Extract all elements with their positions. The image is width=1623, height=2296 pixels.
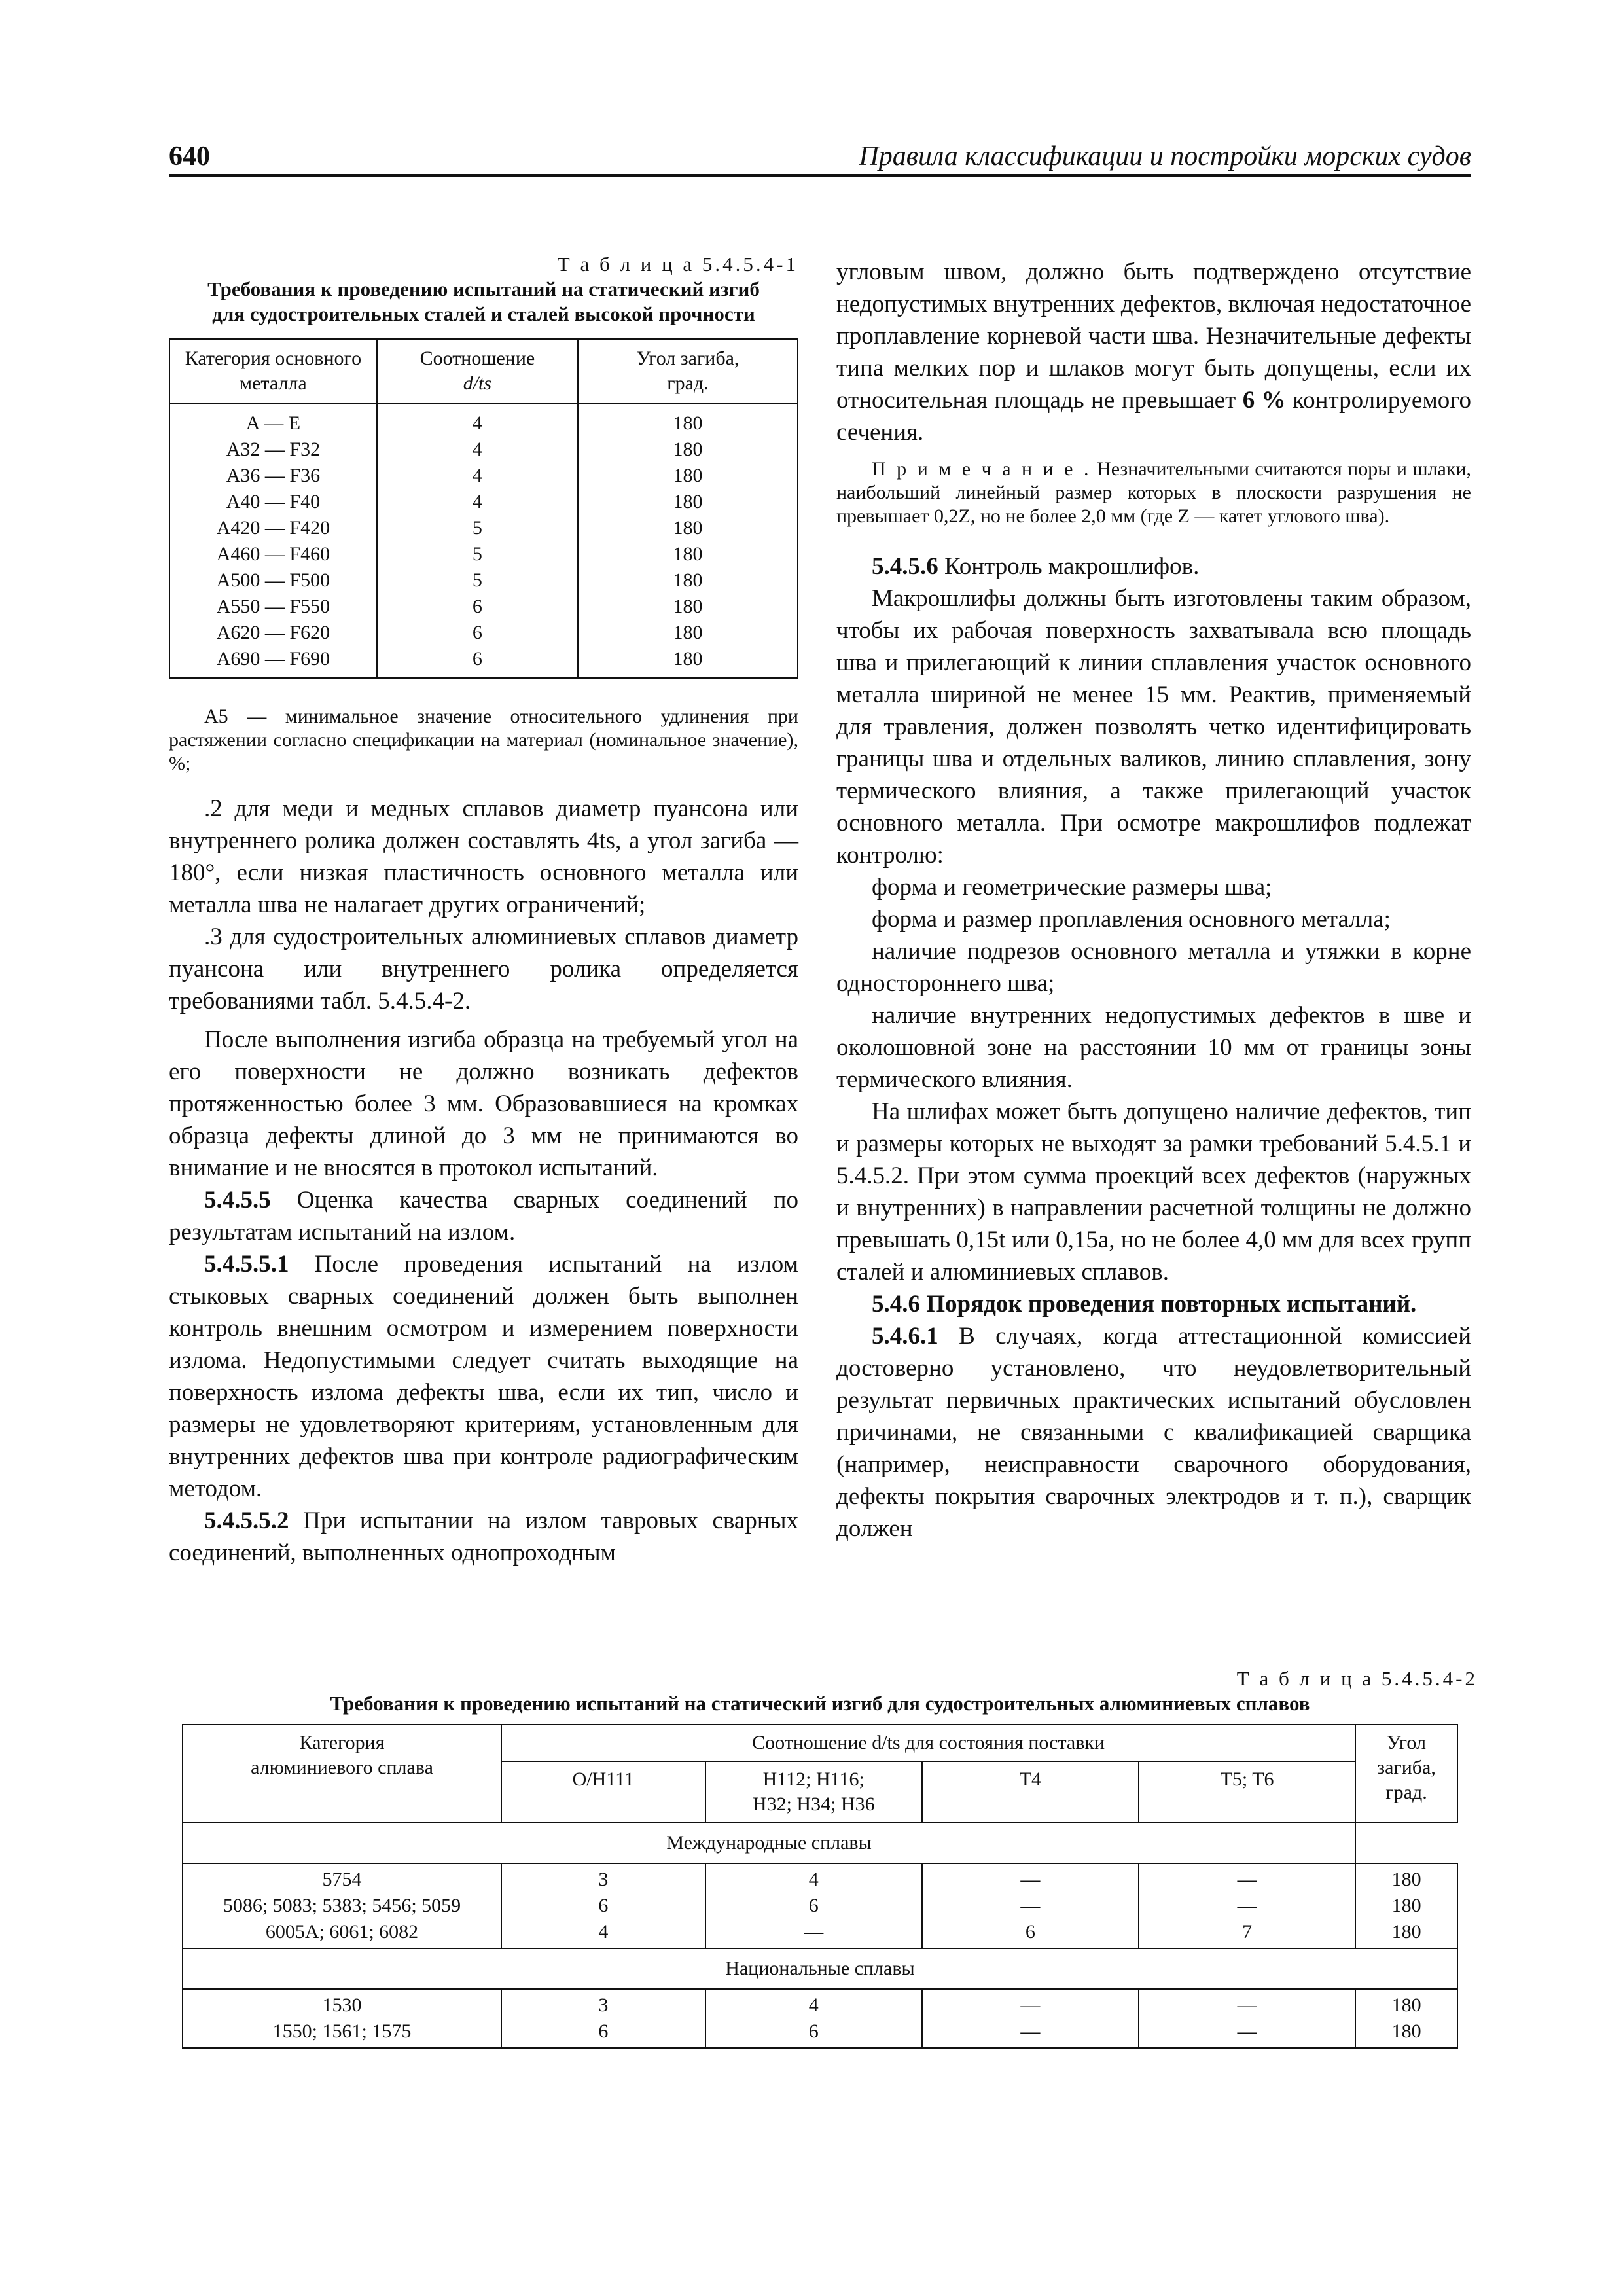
table-cell: 180 <box>673 517 703 539</box>
table2-block <box>182 1666 1478 2049</box>
table-cell: 5 <box>472 569 482 591</box>
table2-section-row <box>183 1823 1457 1863</box>
table1-body <box>169 403 798 678</box>
table-cell: 5086; 5083; 5383; 5456; 5059 <box>223 1895 461 1916</box>
table-cell: 180 <box>673 412 703 434</box>
table-cell: 6 <box>472 596 482 617</box>
paragraph: Макрошлифы должны быть изготовлены таким образом, чтобы их рабочая поверхность захватывала всю площадь шва и прилегающий к линии сплавления участок основного металла шириной не менее 15 мм. Реактив, применяемый для травления, должен позволять четко идентифицировать границы шва и отдельных валиков, линию сплавления, зону термического влияния, а также прилегающий участок основного металла. При осмотре макрошлифов подлежат контролю: <box>836 585 1471 869</box>
section-heading: 5.4.6 Порядок проведения повторных испытаний. <box>872 1291 1417 1318</box>
table-cell: 6005A; 6061; 6082 <box>265 1921 419 1943</box>
table-cell: 5 <box>472 543 482 565</box>
paragraph: После выполнения изгиба образца на требуемый угол на его поверхности не должно возникать дефектов протяженностью более 3 мм. Образовавшиеся на кромках образца дефекты длиной до 3 мм не принимаются во внимание и не вносятся в протокол испытаний. <box>169 1026 798 1181</box>
table-cell: A420 — F420 <box>216 517 330 539</box>
list-item: наличие внутренних недопустимых дефектов в шве и околошовной зоне на расстоянии 10 мм от границы зоны термического влияния. <box>836 1002 1471 1093</box>
table-cell: 7 <box>1242 1921 1253 1943</box>
table-cell: 180 <box>673 648 703 670</box>
table-cell: 3 <box>598 1869 609 1890</box>
table2-header-category: Категория алюминиевого сплава <box>183 1725 501 1823</box>
table-cell: 180 <box>673 491 703 512</box>
table2-header-h: H112; H116; H32; H34; H36 <box>705 1761 922 1823</box>
table-cell: 180 <box>1391 1921 1421 1943</box>
table1-footnote: A5 — минимальное значение относительного удлинения при растяжении согласно спецификации на материал (номинальное значение), %; <box>169 706 798 774</box>
table1-caption-line1: Требования к проведению испытаний на статический изгиб <box>207 278 760 300</box>
table-cell: — <box>1020 2020 1041 2042</box>
table2-header-oh111: O/H111 <box>501 1761 705 1823</box>
table-cell: 6 <box>808 2020 819 2042</box>
paragraph: .3 для судостроительных алюминиевых сплавов диаметр пуансона или внутреннего ролика определяется требованиями табл. 5.4.5.4-2. <box>169 924 798 1014</box>
table-cell: 6 <box>1025 1921 1035 1943</box>
table2-caption: Требования к проведению испытаний на статический изгиб для судостроительных алюминиевых сплавов <box>330 1692 1310 1715</box>
table-cell: — <box>1020 1994 1041 2016</box>
table-cell: 180 <box>1391 2020 1421 2042</box>
table2-body-international <box>183 1863 1457 1948</box>
table-cell: 1550; 1561; 1575 <box>272 2020 412 2042</box>
table-cell: 1530 <box>322 1994 362 2016</box>
table1-ratio-column <box>377 403 578 678</box>
table-cell: — <box>1237 1994 1257 2016</box>
list-item: наличие подрезов основного металла и утяжки в корне одностороннего шва; <box>836 938 1471 997</box>
table-cell: A690 — F690 <box>216 648 330 670</box>
table-cell: 180 <box>673 596 703 617</box>
table-cell: — <box>1237 2020 1257 2042</box>
table-cell: 6 <box>472 622 482 643</box>
table-cell: — <box>1020 1895 1041 1916</box>
clause-number: 5.4.5.5.2 <box>204 1507 289 1534</box>
table-cell: 4 <box>472 491 482 512</box>
table-cell: 4 <box>808 1869 819 1890</box>
table-cell: 4 <box>808 1994 819 2016</box>
table1-caption-line2: для судостроительных сталей и сталей высокой прочности <box>212 302 755 325</box>
table-cell: A620 — F620 <box>216 622 330 643</box>
left-column <box>169 252 798 1569</box>
table-cell: 180 <box>673 439 703 460</box>
table-cell: 4 <box>472 412 482 434</box>
right-column <box>836 252 1471 1545</box>
paragraph: .2 для меди и медных сплавов диаметр пуансона или внутреннего ролика должен составлять 4ts, а угол загиба — 180°, если низкая пластичность основного металла или металла шва не налагает других ограничений; <box>169 795 798 918</box>
paragraph: На шлифах может быть допущено наличие дефектов, тип и размеры которых не выходят за рамки требований 5.4.5.1 и 5.4.5.2. При этом сумма проекций всех дефектов (наружных и внутренних) в направлении расчетной толщины не должно превышать 0,15t или 0,15a, но не более 4,0 мм для всех групп сталей и алюминиевых сплавов. <box>836 1098 1471 1285</box>
table-cell: 180 <box>1391 1895 1421 1916</box>
table1-angle-column <box>578 403 798 678</box>
table-cell: — <box>804 1921 824 1943</box>
table-cell: 4 <box>472 439 482 460</box>
table2-number: Т а б л и ц а 5.4.5.4-2 <box>1236 1667 1478 1690</box>
table2-header-ratio-group: Соотношение d/ts для состояния поставки <box>501 1725 1355 1761</box>
table-cell: 3 <box>598 1994 609 2016</box>
page-number: 640 <box>169 141 210 171</box>
table-cell: 180 <box>673 569 703 591</box>
table-cell: 180 <box>673 465 703 486</box>
table-cell: A500 — F500 <box>216 569 330 591</box>
table2 <box>182 1724 1458 2049</box>
table-cell: 4 <box>598 1921 609 1943</box>
table-cell: — <box>1237 1869 1257 1890</box>
paragraph: 5.4.6.1 В случаях, когда аттестационной комиссией достоверно установлено, что неудовлетворительный результат первичных практических испытаний обусловлен причинами, не связанными с квалификацией сварщика (например, неисправности сварочного оборудования, дефекты покрытия сварочных электродов и т. п.), сварщик должен <box>836 1323 1472 1542</box>
table-cell: A — E <box>245 412 301 434</box>
clause-number: 5.4.6.1 <box>872 1323 938 1350</box>
paragraph: 5.4.5.5 Оценка качества сварных соединений по результатам испытаний на излом. <box>169 1187 798 1246</box>
table1-header-ratio: Соотношение d/ts <box>377 339 578 403</box>
paragraph: 5.4.5.5.1 После проведения испытаний на излом стыковых сварных соединений должен быть выполнен контроль внешним осмотром и измерением поверхности излома. Недопустимыми следует считать выходящие на поверхность излома дефекты шва, если их тип, число и размеры не удовлетворяют критериям, установленным для внутренних дефектов шва при контроле радиографическим методом. <box>169 1251 798 1502</box>
table2-section-national: Национальные сплавы <box>183 1948 1457 1989</box>
table2-header-angle: Угол загиба, град. <box>1355 1725 1457 1823</box>
clause-number: 5.4.5.5 <box>204 1187 271 1213</box>
table-cell: — <box>1237 1895 1257 1916</box>
table-cell: — <box>1020 1869 1041 1890</box>
clause-number: 5.4.5.6 <box>872 553 938 580</box>
table2-header-t5t6: T5; T6 <box>1139 1761 1355 1823</box>
paragraph: 5.4.5.6 Контроль макрошлифов. <box>872 553 1200 580</box>
table-cell: A36 — F36 <box>226 465 321 486</box>
table-cell: 6 <box>808 1895 819 1916</box>
table2-section-row <box>183 1948 1457 1989</box>
table-cell: 4 <box>472 465 482 486</box>
header-rule <box>169 174 1471 177</box>
table2-body-national <box>183 1989 1457 2048</box>
table-cell: 180 <box>673 622 703 643</box>
paragraph: 5.4.5.5.2 При испытании на излом тавровых сварных соединений, выполненных однопроходным <box>169 1507 798 1566</box>
table2-section-international: Международные сплавы <box>183 1823 1355 1863</box>
table-cell: A32 — F32 <box>226 439 321 460</box>
note-label: П р и м е ч а н и е . <box>872 458 1092 480</box>
table-cell: 5 <box>472 517 482 539</box>
table-cell: A550 — F550 <box>216 596 330 617</box>
table1 <box>169 338 798 679</box>
table2-header-t4: T4 <box>922 1761 1139 1823</box>
table1-header-angle: Угол загиба, град. <box>578 339 798 403</box>
table-cell: A460 — F460 <box>216 543 330 565</box>
table1-category-column <box>169 403 377 678</box>
table1-header-category: Категория основного металла <box>169 339 377 403</box>
table-cell: 5754 <box>322 1869 362 1890</box>
list-item: форма и геометрические размеры шва; <box>872 874 1272 901</box>
table1-number: Т а б л и ц а 5.4.5.4-1 <box>557 253 798 276</box>
clause-number: 5.4.5.5.1 <box>204 1251 289 1278</box>
note: П р и м е ч а н и е . Незначительными считаются поры и шлаки, наибольший линейный размер которых в плоскости разрушения не превышает 0,2Z, но не более 2,0 мм (где Z — катет углового шва). <box>836 458 1471 527</box>
paragraph: угловым швом, должно быть подтверждено отсутствие недопустимых внутренних дефектов, включая недостаточное проплавление корневой части шва. Незначительные дефекты типа мелких пор и шлаков могут быть допущены, если их относительная площадь не превышает 6 % контролируемого сечения. <box>836 259 1471 446</box>
running-title: Правила классификации и постройки морских судов <box>859 141 1471 171</box>
table-cell: 6 <box>472 648 482 670</box>
table-cell: 180 <box>673 543 703 565</box>
table-cell: 180 <box>1391 1994 1421 2016</box>
table-cell: 6 <box>598 1895 609 1916</box>
list-item: форма и размер проплавления основного металла; <box>872 906 1391 933</box>
table-cell: A40 — F40 <box>226 491 321 512</box>
table-cell: 180 <box>1391 1869 1421 1890</box>
table-cell: 6 <box>598 2020 609 2042</box>
